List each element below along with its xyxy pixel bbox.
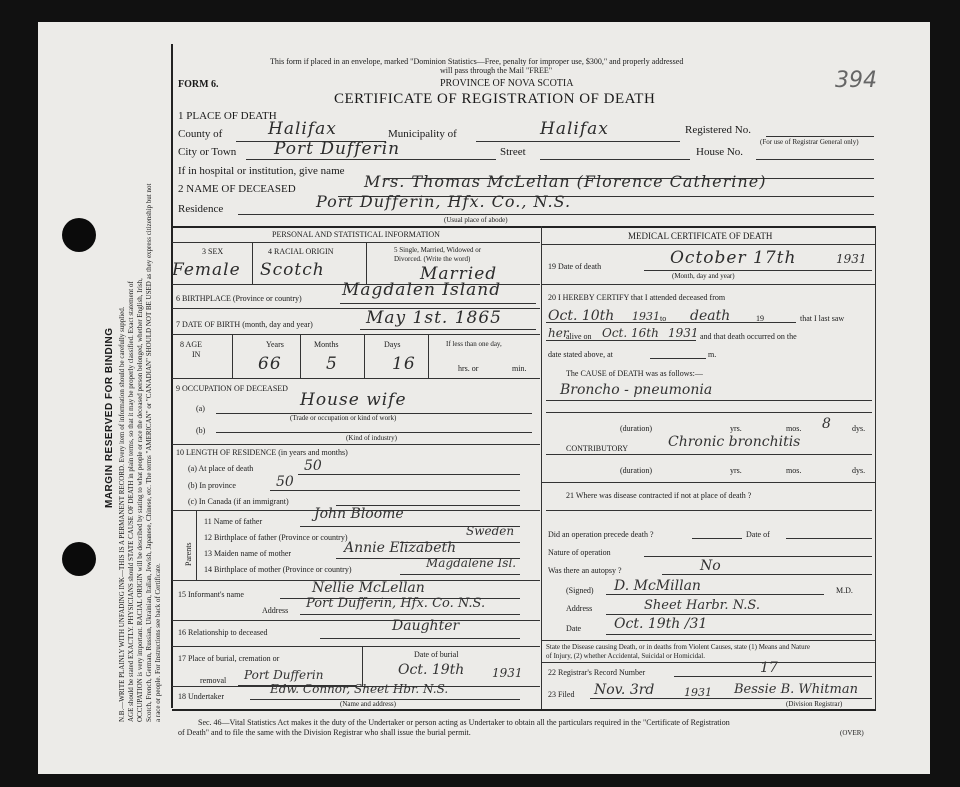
form-number: FORM 6.	[178, 79, 219, 90]
autopsy-label: Was there an autopsy ?	[548, 566, 622, 575]
age-in-label: IN	[192, 350, 201, 359]
registrar-general-note: (For use of Registrar General only)	[760, 138, 859, 146]
occupation-value: House wife	[300, 390, 407, 410]
m-label: m.	[708, 350, 717, 359]
contrib-duration-label: (duration)	[620, 466, 652, 475]
occupation-a-label: (a)	[196, 404, 205, 413]
contributory-value: Chronic bronchitis	[668, 434, 801, 450]
burial-place-label-1: 17 Place of burial, cremation or	[178, 654, 280, 663]
occupation-b-label: (b)	[196, 426, 206, 435]
contributory-label: CONTRIBUTORY	[566, 444, 629, 453]
date-of-death-value: October 17th	[670, 248, 797, 268]
to-label: to	[660, 314, 667, 323]
cause-label: The CAUSE of DEATH was as follows:—	[566, 369, 703, 378]
street-label: Street	[500, 146, 526, 158]
registrar-record-value: 17	[760, 660, 778, 676]
deceased-name-label: 2 NAME OF DECEASED	[178, 183, 296, 195]
certificate-title: CERTIFICATE OF REGISTRATION OF DEATH	[334, 91, 656, 107]
violent-cause-note-1: State the Disease causing Death, or in deaths from Violent Causes, state (1) Means and Nature	[546, 643, 811, 651]
binding-margin-label: MARGIN RESERVED FOR BINDING	[104, 327, 115, 508]
age-years-value: 66	[258, 354, 282, 374]
record-number: 394	[835, 68, 877, 93]
municipality-value: Halifax	[540, 119, 609, 139]
informant-name-value: Nellie McLellan	[312, 580, 425, 596]
last-saw-who: her	[548, 326, 569, 340]
contrib-mos-label: mos.	[786, 466, 802, 475]
division-registrar-note: (Division Registrar)	[786, 700, 843, 708]
birthplace-label: 6 BIRTHPLACE (Province or country)	[176, 294, 302, 303]
binder-hole-top	[62, 218, 96, 252]
residence-label: Residence	[178, 203, 224, 215]
cause-value: Broncho - pneumonia	[560, 382, 713, 398]
occupation-note: (Trade or occupation or kind of work)	[290, 414, 397, 422]
md-label: M.D.	[836, 586, 853, 595]
certify-label: 20 I HEREBY CERTIFY that I attended deceased from	[548, 293, 726, 302]
father-name-label: 11 Name of father	[204, 517, 263, 526]
father-name-value: John Bloome	[314, 506, 404, 522]
cause-duration-label: (duration)	[620, 424, 652, 433]
alive-on-value: Oct. 16th	[602, 326, 659, 340]
autopsy-value: No	[700, 558, 721, 574]
footer-line-1: Sec. 46—Vital Statistics Act makes it the duty of the Undertaker or person acting as Undertaker to obtain all the particulars required in the "Certificate of Registration	[198, 718, 730, 727]
parents-side-label: Parents	[184, 542, 193, 566]
occupation-label: 9 OCCUPATION OF DECEASED	[176, 384, 288, 393]
res-canada-label: (c) In Canada (if an immigrant)	[188, 497, 289, 506]
province-title: PROVINCE OF NOVA SCOTIA	[440, 78, 574, 89]
date-of-death-label: 19 Date of death	[548, 262, 602, 271]
father-birthplace-label: 12 Birthplace of father (Province or country)	[204, 533, 348, 542]
medical-section-title: MEDICAL CERTIFICATE OF DEATH	[628, 231, 773, 241]
attended-from-value: Oct. 10th	[548, 308, 615, 324]
death-year-value: 1931	[836, 252, 867, 266]
date-stated-label: date stated above, at	[548, 350, 613, 359]
margin-note-line-2: AGE should be stated EXACTLY. PHYSICIANS should STATE CAUSE OF DEATH in plain terms, so that it may be properly classified. Exact statement of	[127, 281, 135, 722]
attended-from-year: 1931	[632, 310, 660, 323]
mother-name-value: Annie Elizabeth	[344, 540, 457, 556]
cause-duration-days-value: 8	[822, 416, 831, 432]
margin-note-line-4: Scotch, French, German, Russian, Ukrainian, Italian, Jewish, Japanese, Chinese, etc. The terms "AMERICAN" or "CANADIAN" SHOULD NOT BE USED as they express citizenship but not	[145, 183, 153, 722]
doctor-address-value: Sheet Harbr. N.S.	[644, 598, 760, 613]
operation-label: Did an operation precede death ?	[548, 530, 654, 539]
racial-origin-value: Scotch	[260, 260, 325, 280]
undertaker-label: 18 Undertaker	[178, 692, 224, 701]
res-place-value: 50	[304, 458, 322, 474]
burial-date-value: Oct. 19th	[398, 662, 465, 678]
relationship-label: 16 Relationship to deceased	[178, 628, 268, 637]
place-of-death-label: 1 PLACE OF DEATH	[178, 110, 277, 122]
age-label: 8 AGE	[180, 340, 202, 349]
binder-hole-bottom	[62, 542, 96, 576]
age-months-value: 5	[326, 354, 338, 374]
death-occurred-label: and that death occurred on the	[700, 332, 797, 341]
informant-address-value: Port Dufferin, Hfx. Co. N.S.	[306, 596, 486, 611]
cause-yrs-label: yrs.	[730, 424, 742, 433]
age-days-value: 16	[392, 354, 416, 374]
filed-year-value: 1931	[684, 686, 712, 699]
informant-label: 15 Informant's name	[178, 590, 244, 599]
filed-date-value: Nov. 3rd	[594, 682, 655, 698]
signed-label: (Signed)	[566, 586, 594, 595]
mail-note-line-2: will pass through the Mail "FREE"	[440, 66, 553, 75]
where-contracted-label: 21 Where was disease contracted if not at place of death ?	[566, 491, 752, 500]
residence-length-label: 10 LENGTH OF RESIDENCE (in years and months)	[176, 448, 348, 457]
father-birthplace-value: Sweden	[466, 524, 515, 538]
less-than-day-label: If less than one day,	[446, 340, 502, 348]
sex-label: 3 SEX	[202, 247, 224, 256]
residence-value: Port Dufferin, Hfx. Co., N.S.	[316, 192, 572, 211]
attended-to-value: death	[690, 308, 731, 324]
relationship-value: Daughter	[392, 618, 460, 634]
contrib-dys-label: dys.	[852, 466, 866, 475]
margin-note-line-1: N.B.—WRITE PLAINLY WITH UNFADING INK—THIS IS A PERMANENT RECORD. Every item of information should be carefully supplied.	[118, 306, 126, 722]
county-value: Halifax	[268, 119, 337, 139]
municipality-label: Municipality of	[388, 128, 457, 140]
nature-operation-label: Nature of operation	[548, 548, 611, 557]
city-label: City or Town	[178, 146, 237, 158]
contrib-yrs-label: yrs.	[730, 466, 742, 475]
footer-line-2: of Death" and to file the same with the Division Registrar who shall issue the burial permit.	[178, 728, 471, 737]
undertaker-value: Edw. Connor, Sheet Hbr. N.S.	[270, 682, 449, 696]
county-label: County of	[178, 128, 223, 140]
deceased-name-value: Mrs. Thomas McLellan (Florence Catherine)	[364, 172, 767, 191]
operation-date-label: Date of	[746, 530, 770, 539]
sex-value: Female	[172, 260, 241, 280]
mail-note-line-1: This form if placed in an envelope, marked "Dominion Statistics—Free, penalty for improper use, $300," and properly addressed	[270, 57, 684, 66]
res-province-label: (b) In province	[188, 481, 236, 490]
over-label: (OVER)	[840, 729, 864, 737]
hospital-label: If in hospital or institution, give name	[178, 165, 345, 177]
marital-label-2: Divorced. (Write the word)	[394, 255, 471, 263]
age-years-label: Years	[266, 340, 284, 349]
undertaker-note: (Name and address)	[340, 700, 396, 708]
industry-note: (Kind of industry)	[346, 434, 397, 442]
personal-section-title: PERSONAL AND STATISTICAL INFORMATION	[272, 230, 440, 239]
min-label: min.	[512, 364, 527, 373]
res-province-value: 50	[276, 474, 294, 490]
hrs-label: hrs. or	[458, 364, 479, 373]
cause-mos-label: mos.	[786, 424, 802, 433]
registered-label: Registered No.	[685, 124, 751, 136]
signed-date-label: Date	[566, 624, 582, 633]
burial-place-label-2: removal	[200, 676, 227, 685]
year-prefix-label: 19	[756, 314, 764, 323]
violent-cause-note-2: of Injury, (2) whether Accidental, Suicidal or Homicidal.	[546, 652, 705, 660]
alive-on-label: alive on	[566, 332, 592, 341]
informant-address-label: Address	[262, 606, 289, 615]
mother-name-label: 13 Maiden name of mother	[204, 549, 292, 558]
burial-place-value: Port Dufferin	[244, 668, 324, 682]
birthplace-value: Magdalen Island	[342, 280, 502, 300]
mother-birthplace-label: 14 Birthplace of mother (Province or country)	[204, 565, 352, 574]
cause-dys-label: dys.	[852, 424, 866, 433]
res-place-label: (a) At place of death	[188, 464, 254, 473]
doctor-address-label: Address	[566, 604, 593, 613]
dob-value: May 1st. 1865	[366, 308, 502, 328]
mother-birthplace-value: Magdalene Isl.	[426, 556, 517, 570]
house-no-label: House No.	[696, 146, 744, 158]
last-saw-label: that I last saw	[800, 314, 845, 323]
filed-label: 23 Filed	[548, 690, 575, 699]
alive-on-year: 1931	[668, 326, 699, 340]
doctor-signature: D. McMillan	[614, 578, 701, 594]
burial-date-label: Date of burial	[414, 650, 459, 659]
racial-origin-label: 4 RACIAL ORIGIN	[268, 247, 334, 256]
age-days-label: Days	[384, 340, 401, 349]
dob-label: 7 DATE OF BIRTH (month, day and year)	[176, 320, 313, 329]
signed-date-value: Oct. 19th /31	[614, 616, 708, 632]
residence-note: (Usual place of abode)	[444, 216, 508, 224]
margin-note-line-3: OCCUPATION is very important. RACIAL ORIGIN will be described by stating to what people or race the deceased person belonged, whether English, Irish,	[136, 278, 144, 722]
marital-label-1: 5 Single, Married, Widowed or	[394, 246, 482, 254]
age-months-label: Months	[314, 340, 339, 349]
margin-note-line-5: a race or people. For Instructions see back of Certificate.	[154, 563, 162, 722]
marital-status-value: Married	[420, 264, 498, 284]
date-of-death-note: (Month, day and year)	[672, 272, 735, 280]
burial-year-value: 1931	[492, 666, 523, 680]
registrar-record-label: 22 Registrar's Record Number	[548, 668, 646, 677]
city-value: Port Dufferin	[274, 139, 401, 159]
registrar-signature: Bessie B. Whitman	[734, 682, 858, 697]
